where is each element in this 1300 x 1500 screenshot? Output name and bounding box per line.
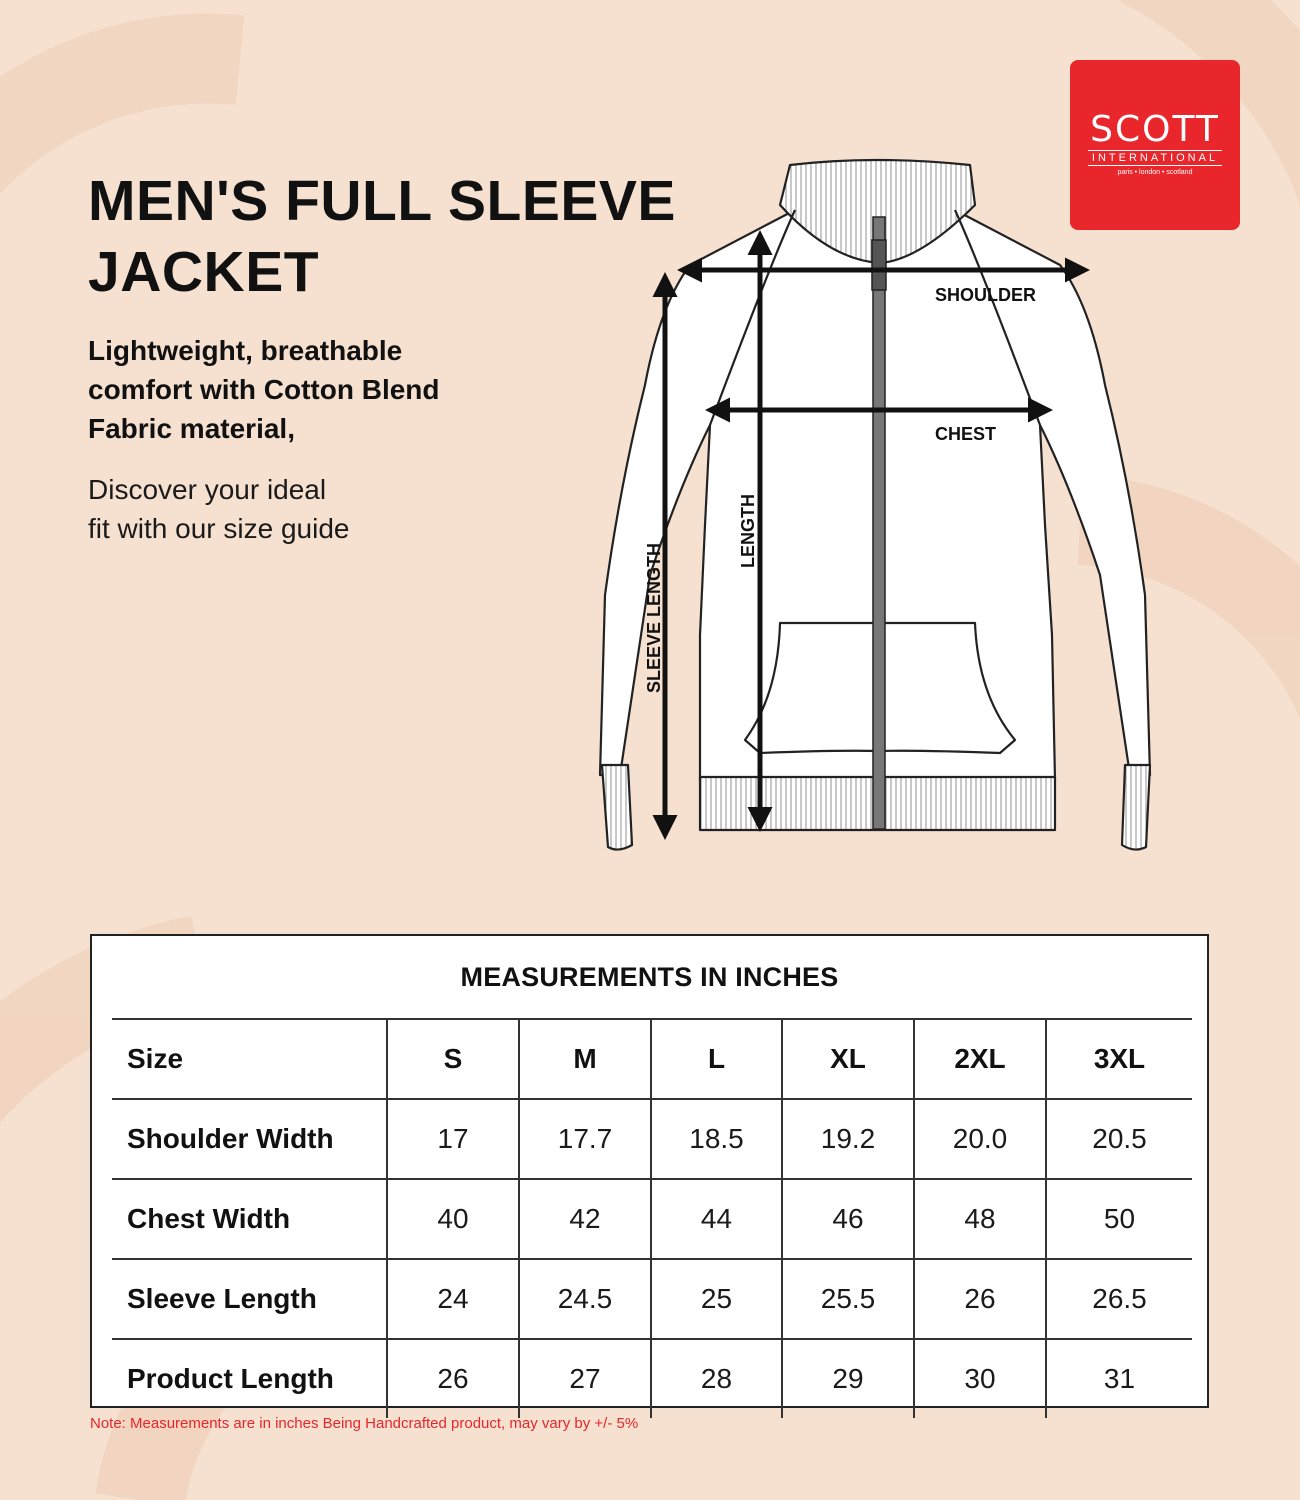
table-cell: 17.7: [519, 1099, 651, 1179]
row-label: Shoulder Width: [112, 1099, 387, 1179]
measurements-table-panel: [90, 934, 1209, 1408]
table-cell: 25.5: [782, 1259, 914, 1339]
table-cell: 25: [651, 1259, 782, 1339]
table-cell: 24.5: [519, 1259, 651, 1339]
table-cell: 20.0: [914, 1099, 1046, 1179]
header-xl: XL: [782, 1019, 914, 1099]
table-cell: 24: [387, 1259, 519, 1339]
footnote: Note: Measurements are in inches Being Handcrafted product, may vary by +/- 5%: [90, 1415, 639, 1432]
table-row: [112, 1259, 1192, 1339]
label-sleeve-length: SLEEVE LENGTH: [644, 542, 664, 693]
title-line-1: MEN'S FULL SLEEVE: [88, 169, 676, 233]
header-m: M: [519, 1019, 651, 1099]
measurements-table: [112, 1018, 1192, 1418]
header-size: Size: [112, 1019, 387, 1099]
table-cell: 19.2: [782, 1099, 914, 1179]
table-cell: 48: [914, 1179, 1046, 1259]
label-shoulder: SHOULDER: [935, 285, 1037, 305]
row-label: Sleeve Length: [112, 1259, 387, 1339]
table-row: [112, 1179, 1192, 1259]
table-cell: 31: [1046, 1339, 1192, 1418]
description-line-1: Discover your ideal: [88, 474, 327, 505]
table-header-row: [112, 1019, 1192, 1099]
table-row: [112, 1339, 1192, 1418]
subtitle-line-2: comfort with Cotton Blend: [88, 374, 440, 405]
table-cell: 17: [387, 1099, 519, 1179]
table-cell: 30: [914, 1339, 1046, 1418]
row-label: Chest Width: [112, 1179, 387, 1259]
label-length: LENGTH: [738, 494, 758, 568]
table-cell: 26: [914, 1259, 1046, 1339]
table-cell: 27: [519, 1339, 651, 1418]
title-line-2: JACKET: [88, 240, 320, 304]
table-title: MEASUREMENTS IN INCHES: [460, 962, 839, 992]
logo-brand-name: SCOTT: [1090, 109, 1220, 150]
product-description: [88, 470, 508, 548]
table-cell: 20.5: [1046, 1099, 1192, 1179]
table-cell: 50: [1046, 1179, 1192, 1259]
header-l: L: [651, 1019, 782, 1099]
logo-cities: paris • london • scotland: [1117, 169, 1193, 176]
table-cell: 26: [387, 1339, 519, 1418]
logo-subbrand: INTERNATIONAL: [1088, 150, 1222, 166]
jacket-diagram: [590, 155, 1160, 855]
label-chest: CHEST: [935, 424, 997, 444]
table-cell: 42: [519, 1179, 651, 1259]
product-subtitle: [88, 331, 528, 448]
table-cell: 18.5: [651, 1099, 782, 1179]
table-cell: 44: [651, 1179, 782, 1259]
table-cell: 26.5: [1046, 1259, 1192, 1339]
header-2xl: 2XL: [914, 1019, 1046, 1099]
subtitle-line-1: Lightweight, breathable: [88, 335, 403, 366]
description-line-2: fit with our size guide: [88, 513, 350, 544]
header-s: S: [387, 1019, 519, 1099]
table-cell: 29: [782, 1339, 914, 1418]
row-label: Product Length: [112, 1339, 387, 1418]
table-cell: 46: [782, 1179, 914, 1259]
subtitle-line-3: Fabric material,: [88, 413, 295, 444]
table-cell: 28: [651, 1339, 782, 1418]
table-cell: 40: [387, 1179, 519, 1259]
table-row: [112, 1099, 1192, 1179]
header-3xl: 3XL: [1046, 1019, 1192, 1099]
